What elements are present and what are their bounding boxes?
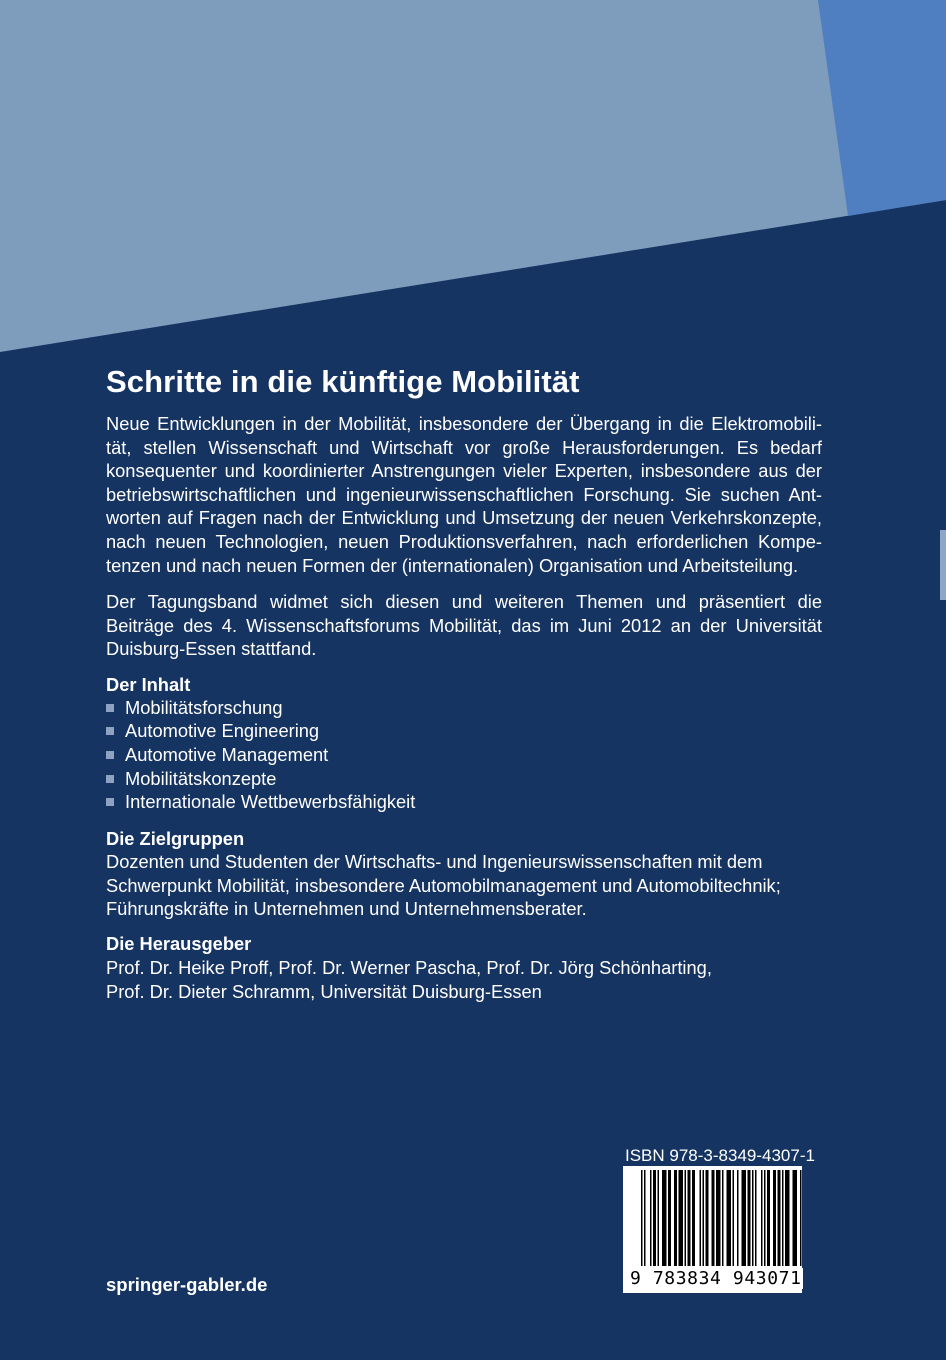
barcode-bar: [700, 1170, 702, 1266]
intro-line: nach neuen Technologien, neuen Produktionsverfahren, nach erforderlichen Kompe-: [106, 530, 822, 552]
square-bullet-icon: [106, 727, 114, 735]
target-groups-line: Dozenten und Studenten der Wirtschafts- und Ingenieurswissenschaften mit dem: [106, 851, 763, 872]
barcode-bar: [764, 1170, 766, 1266]
list-item: [106, 696, 415, 720]
barcode-bar: [706, 1170, 708, 1266]
barcode-bar: [796, 1170, 798, 1266]
conference-paragraph: [106, 590, 822, 661]
list-item-label: Internationale Wettbewerbsfähigkeit: [125, 791, 416, 813]
square-bullet-icon: [106, 751, 114, 759]
barcode-bar: [748, 1170, 750, 1266]
intro-line: worten auf Fragen nach der Entwicklung und Umsetzung der neuen Verkehrskonzepte,: [106, 507, 822, 529]
barcode-bar: [779, 1170, 781, 1266]
barcode-bar: [737, 1170, 739, 1266]
barcode-bar: [689, 1170, 691, 1266]
barcode-bar: [733, 1170, 735, 1266]
barcode-bar: [767, 1170, 769, 1266]
list-item: [106, 767, 415, 791]
barcode-bar: [749, 1170, 751, 1266]
target-groups-text: [106, 850, 781, 921]
barcode-bar: [742, 1170, 744, 1266]
right-edge-mark: [940, 530, 946, 600]
barcode-bar: [665, 1170, 667, 1266]
barcode-bar: [775, 1170, 777, 1266]
list-item: [106, 790, 415, 814]
intro-line: betriebswirtschaftlichen und ingenieurwissenschaftlichen Forschung. Sie suchen Ant-: [106, 483, 822, 505]
barcode-bar: [743, 1170, 745, 1266]
barcode-bar: [662, 1170, 664, 1266]
intro-line: Neue Entwicklungen in der Mobilität, insbesondere der Übergang in die Elektromobili-: [106, 413, 822, 434]
barcode-bar: [688, 1170, 690, 1266]
barcode-bar: [712, 1170, 714, 1266]
barcode-bar: [655, 1170, 657, 1266]
editors-heading: Die Herausgeber: [106, 933, 252, 954]
barcode-bar: [745, 1170, 747, 1266]
barcode-bar: [755, 1170, 757, 1266]
conference-line: Duisburg-Essen stattfand.: [106, 638, 317, 660]
barcode-bar: [716, 1170, 718, 1266]
list-item-label: Automotive Management: [125, 743, 329, 765]
barcode-bar: [658, 1170, 660, 1266]
barcode: [623, 1166, 802, 1293]
barcode-bar: [653, 1170, 655, 1266]
barcode-bar: [713, 1170, 715, 1266]
barcode-bar: [761, 1170, 763, 1266]
square-bullet-icon: [106, 704, 114, 712]
page-title: Schritte in die künftige Mobilität: [106, 364, 580, 399]
barcode-bar: [769, 1170, 771, 1266]
barcode-bar: [644, 1170, 646, 1266]
contents-list: [106, 696, 415, 814]
intro-paragraph: [106, 412, 822, 577]
barcode-bar: [730, 1170, 732, 1266]
barcode-bar: [782, 1170, 784, 1266]
square-bullet-icon: [106, 798, 114, 806]
barcode-bar: [788, 1170, 790, 1266]
contents-heading: Der Inhalt: [106, 674, 191, 695]
barcode-bar: [674, 1170, 676, 1266]
barcode-bar: [664, 1170, 666, 1266]
barcode-bar: [719, 1170, 721, 1266]
barcode-bar: [707, 1170, 709, 1266]
barcode-bar: [692, 1170, 694, 1266]
list-item: [106, 720, 415, 744]
barcode-bar: [703, 1170, 705, 1266]
editors-line: Prof. Dr. Dieter Schramm, Universität Duisburg-Essen: [106, 980, 542, 1002]
barcode-bar: [685, 1170, 687, 1266]
publisher-website: springer-gabler.de: [106, 1274, 268, 1295]
target-groups-heading: Die Zielgruppen: [106, 828, 245, 849]
conference-line: Der Tagungsband widmet sich diesen und weiteren Themen und präsentiert die: [106, 591, 822, 612]
barcode-bar: [785, 1170, 787, 1266]
barcode-bar: [778, 1170, 780, 1266]
barcode-bar: [727, 1170, 729, 1266]
barcode-bar: [650, 1170, 652, 1266]
barcode-bar: [680, 1170, 682, 1266]
barcode-bar: [718, 1170, 720, 1266]
barcode-bar: [752, 1170, 754, 1266]
editors-text: [106, 956, 712, 1003]
barcode-bar: [668, 1170, 670, 1266]
conference-line: Beiträge des 4. Wissenschaftsforums Mobilität, das im Juni 2012 an der Universität: [106, 614, 822, 636]
barcode-bar: [787, 1170, 789, 1266]
intro-line: konsequenter und koordinierter Anstrengungen vieler Experten, insbesondere aus der: [106, 460, 822, 482]
list-item-label: Mobilitätsforschung: [125, 696, 283, 718]
list-item-label: Mobilitätskonzepte: [125, 767, 277, 789]
target-groups-line: Führungskräfte in Unternehmen und Unternehmensberater.: [106, 898, 587, 920]
square-bullet-icon: [106, 775, 114, 783]
barcode-bar: [773, 1170, 775, 1266]
intro-line: tät, stellen Wissenschaft und Wirtschaft vor große Herausforderungen. Es bedarf: [106, 436, 822, 458]
barcode-bar: [694, 1170, 696, 1266]
editors-line: Prof. Dr. Heike Proff, Prof. Dr. Werner Pascha, Prof. Dr. Jörg Schönharting,: [106, 957, 712, 978]
barcode-bar: [670, 1170, 672, 1266]
barcode-bar: [728, 1170, 730, 1266]
barcode-bar: [722, 1170, 724, 1266]
list-item-label: Automotive Engineering: [125, 720, 320, 742]
target-groups-line: Schwerpunkt Mobilität, insbesondere Automobilmanagement und Automobiltechnik;: [106, 874, 781, 896]
barcode-bar: [794, 1170, 796, 1266]
barcode-bar: [676, 1170, 678, 1266]
barcode-bar: [679, 1170, 681, 1266]
barcode-digits: 9 783834 943071: [630, 1268, 802, 1289]
barcode-bar: [682, 1170, 684, 1266]
barcode-bar: [641, 1170, 643, 1266]
intro-line: tenzen und nach neuen Formen der (internationalen) Organisation und Arbeitsteilung.: [106, 554, 799, 576]
barcode-bar: [800, 1170, 802, 1266]
list-item: [106, 743, 415, 767]
isbn-label: ISBN 978-3-8349-4307-1: [625, 1146, 815, 1165]
barcode-bar: [793, 1170, 795, 1266]
